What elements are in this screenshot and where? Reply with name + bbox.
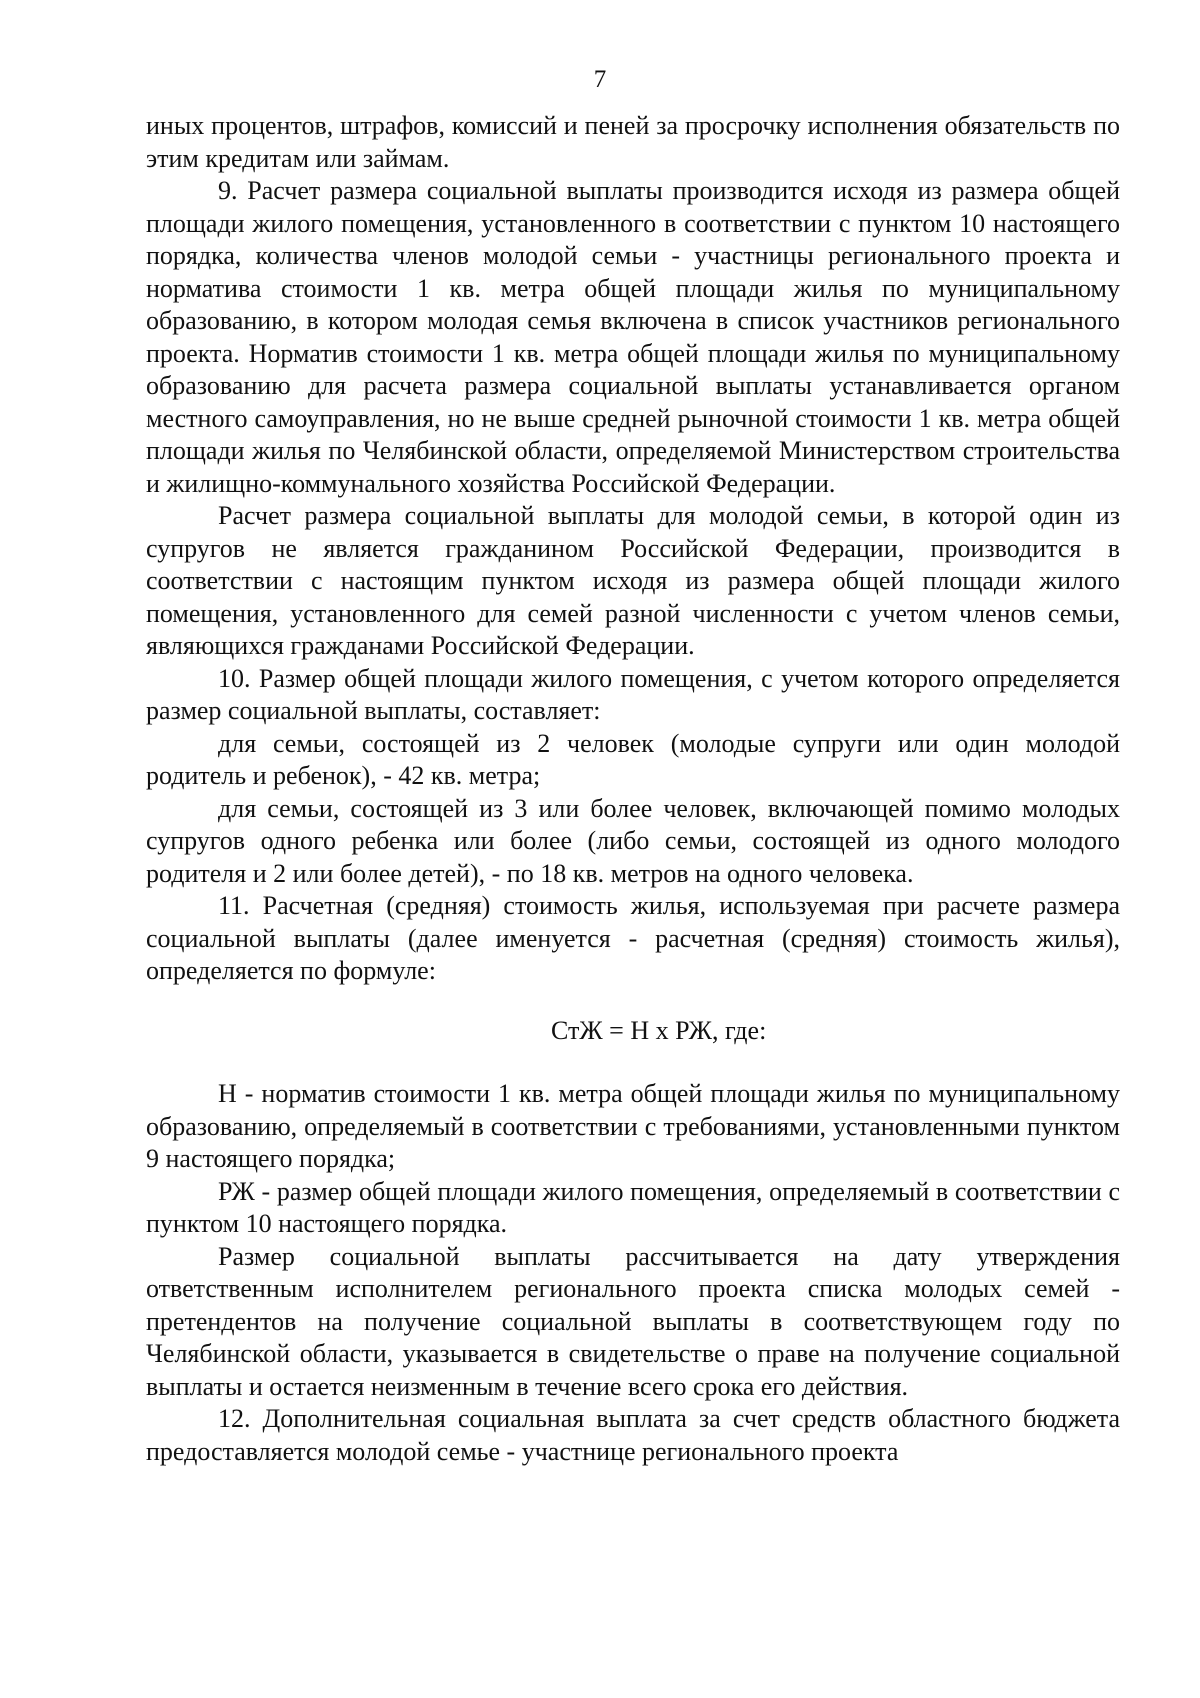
paragraph-definition-n: Н - норматив стоимости 1 кв. метра общей площади жилья по муниципальному образованию, определяемый в соответствии с требованиями, установленными пунктом 9 настоящего порядка; [146,1079,1120,1173]
paragraph-item-10-family-of-two: для семьи, состоящей из 2 человек (молодые супруги или один молодой родитель и ребенок), - 42 кв. метра; [146,728,1120,790]
formula: СтЖ = Н х РЖ, где: [551,1015,767,1045]
paragraph-payment-date: Размер социальной выплаты рассчитывается на дату утверждения ответственным исполнителем регионального проекта списка молодых семей - претендентов на получение социальной выплаты в соответствующем году по Челябинской области, указывается в свидетельстве о праве на получение социальной выплаты и остается неизменным в течение всего срока его действия. [146,1241,1120,1401]
paragraph-definition-rzh: РЖ - размер общей площади жилого помещения, определяемый в соответствии с пунктом 10 настоящего порядка. [146,1176,1120,1238]
paragraph-item-9-foreign-spouse: Расчет размера социальной выплаты для молодой семьи, в которой один из супругов не является гражданином Российской Федерации, производится в соответствии с настоящим пунктом исходя из размера общей площади жилого помещения, установленного для семей разной численности с учетом членов семьи, являющихся гражданами Российской Федерации. [146,501,1120,660]
paragraph-item-12: 12. Дополнительная социальная выплата за счет средств областного бюджета предоставляется молодой семье - участнице регионального проекта [146,1404,1120,1466]
paragraph-item-10-family-of-three: для семьи, состоящей из 3 или более человек, включающей помимо молодых супругов одного ребенка или более (либо семьи, состоящей из одного молодого родителя и 2 или более детей), - по 18 кв. метров на одного человека. [146,793,1120,888]
document-body [146,110,1120,1468]
paragraph-continuation: иных процентов, штрафов, комиссий и пеней за просрочку исполнения обязательств по этим кредитам или займам. [146,111,1120,173]
paragraph-item-10: 10. Размер общей площади жилого помещения, с учетом которого определяется размер социальной выплаты, составляет: [146,663,1120,725]
page-number: 7 [593,66,607,93]
paragraph-item-11: 11. Расчетная (средняя) стоимость жилья, используемая при расчете размера социальной выплаты (далее именуется - расчетная (средняя) стоимость жилья), определяется по формуле: [146,891,1120,985]
paragraph-item-9: 9. Расчет размера социальной выплаты производится исходя из размера общей площади жилого помещения, установленного в соответствии с пунктом 10 настоящего порядка, количества членов молодой семьи - участницы регионального проекта и норматива стоимости 1 кв. метра общей площади жилья по муниципальному образованию, в котором молодая семья включена в список участников регионального проекта. Норматив стоимости 1 кв. метра общей площади жилья по муниципальному образованию для расчета размера социальной выплаты устанавливается органом местного самоуправления, но не выше средней рыночной стоимости 1 кв. метра общей площади жилья по Челябинской области, определяемой Министерством строительства и жилищно-коммунального хозяйства Российской Федерации. [146,176,1120,498]
